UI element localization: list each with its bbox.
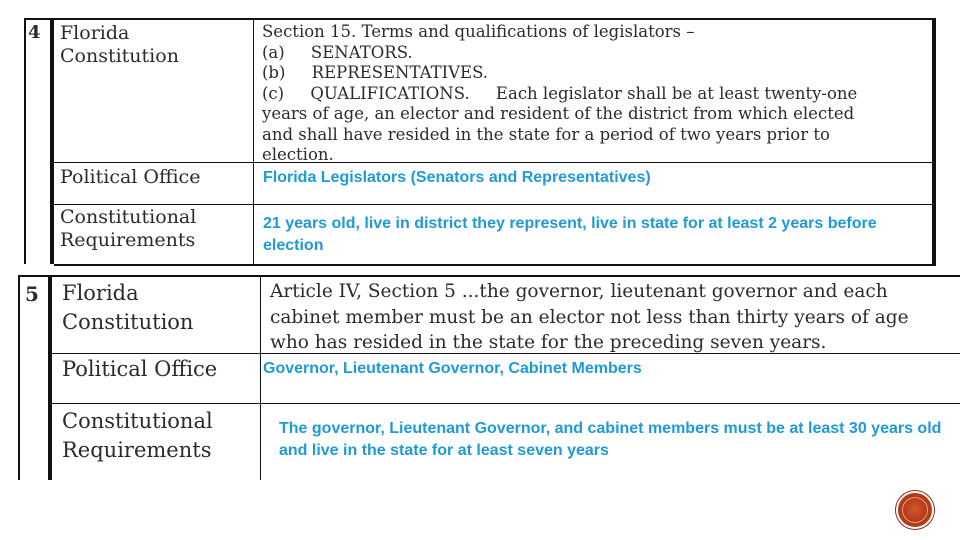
table1-section-line: election. [262, 145, 334, 164]
table1-section-line: (a) SENATORS. [262, 42, 413, 62]
table2-source-label-line2: Constitution [62, 310, 194, 334]
table2-top-border [18, 275, 960, 277]
table2-number: 5 [25, 282, 39, 306]
table2-column-divider [260, 275, 261, 480]
table2-requirements-value: The governor, Lieutenant Governor, and cabinet members must be at least 30 years old and live in the state for at least seven years [279, 420, 942, 459]
table2-source-label-line1: Florida [62, 281, 139, 305]
table1-bottom-border [54, 264, 936, 266]
table1-section-line: Section 15. Terms and qualifications of legislators – [262, 22, 695, 41]
table1-office-value: Florida Legislators (Senators and Representatives) [263, 169, 651, 186]
table1-source-label-line1: Florida [60, 22, 130, 44]
table2-left-border [18, 275, 20, 480]
table1-number-divider [50, 18, 54, 264]
table2-section-line: who has resided in the state for the preceding seven years. [270, 332, 827, 353]
table1-requirements-label [60, 206, 196, 252]
table1-top-border [24, 18, 936, 20]
table2-section-text [270, 279, 909, 356]
circular-seal-icon [896, 491, 934, 529]
seal-inner-ring [902, 497, 928, 523]
table1-source-label [60, 22, 179, 68]
table2-requirements-label-line2: Requirements [62, 438, 212, 462]
table1-number: 4 [28, 22, 41, 43]
table2-office-label: Political Office [62, 357, 218, 381]
table1-requirements-label-line1: Constitutional [60, 206, 197, 228]
table1-requirements-label-line2: Requirements [60, 229, 196, 251]
table2-row-divider-2 [52, 403, 960, 404]
table1-section-line: (c) QUALIFICATIONS. Each legislator shall be at least twenty-one [262, 83, 858, 103]
table1-source-label-line2: Constitution [60, 45, 179, 67]
table2-section-line: cabinet member must be an elector not less than thirty years of age [270, 306, 909, 328]
table2-source-label [62, 279, 193, 337]
table1-left-border [24, 18, 26, 264]
table1-requirements-value: 21 years old, live in district they represent, live in state for at least 2 years before election [263, 215, 877, 254]
table1-section-line: years of age, an elector and resident of the district from which elected [262, 104, 855, 123]
table1-right-border [932, 18, 936, 266]
table1-section-line: and shall have resided in the state for a period of two years prior to [262, 124, 830, 144]
table1-office-label: Political Office [60, 166, 201, 188]
table2-section-line: Article IV, Section 5 ...the governor, lieutenant governor and each [270, 281, 888, 302]
table1-row-divider-2 [54, 204, 932, 205]
table1-section-line: (b) REPRESENTATIVES. [262, 63, 489, 82]
table2-office-value: Governor, Lieutenant Governor, Cabinet Members [263, 360, 642, 377]
table2-requirements-label [62, 407, 213, 465]
table1-section-text [262, 22, 857, 166]
table1-column-divider [253, 18, 254, 264]
table2-number-divider [48, 275, 52, 480]
table2-requirements-label-line1: Constitutional [62, 409, 213, 433]
